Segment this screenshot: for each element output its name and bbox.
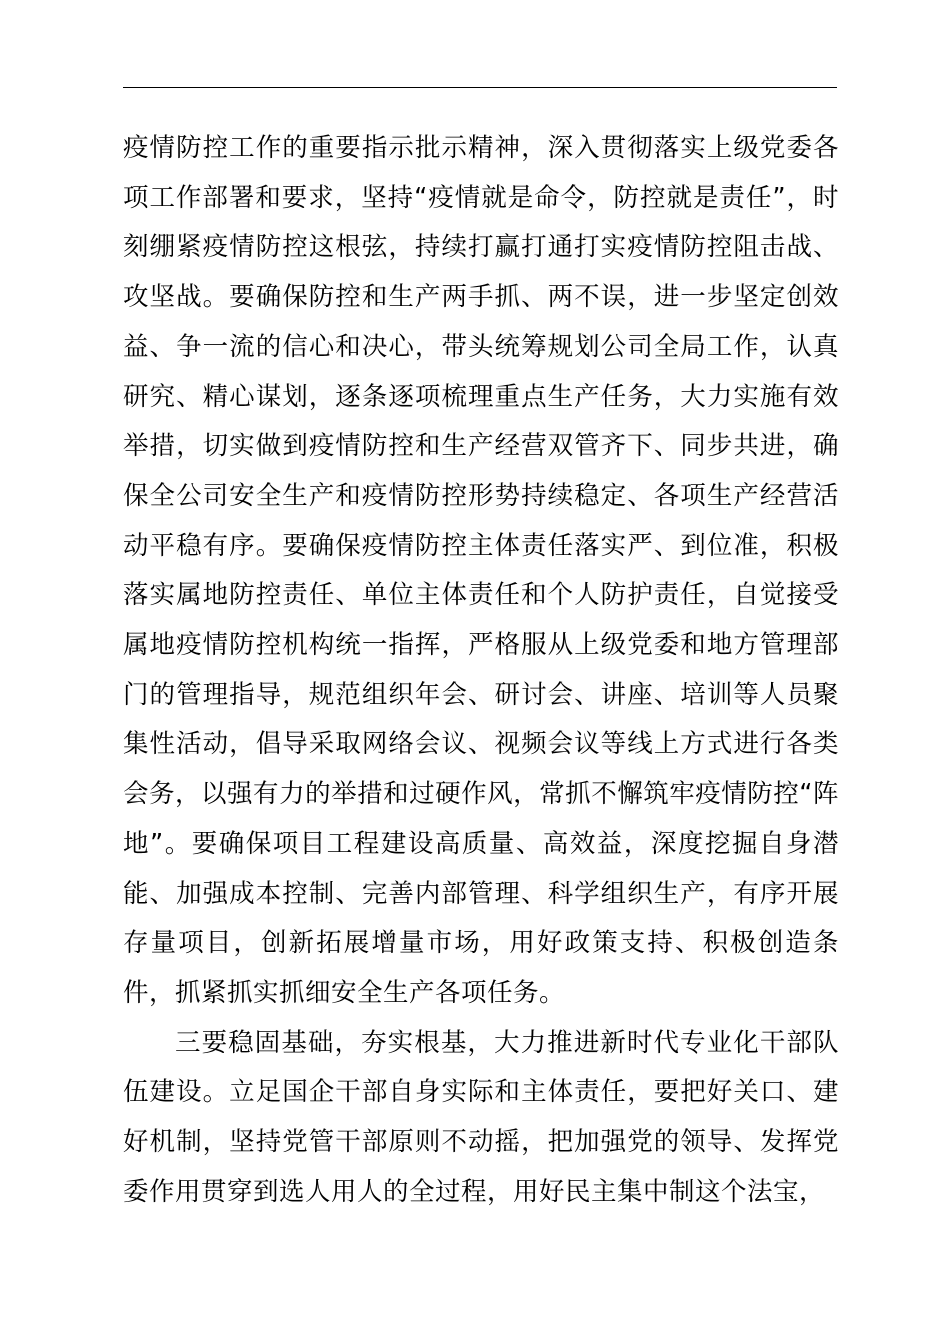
header-rule: [123, 87, 837, 88]
body-text: [123, 124, 839, 1217]
paragraph-section-three: 三要稳固基础，夯实根基，大力推进新时代专业化干部队伍建设。立足国企干部自身实际和主体责任，要把好关口、建好机制，坚持党管干部原则不动摇，把加强党的领导、发挥党委作用贯穿到选人用人的全过程，用好民主集中制这个法宝，: [123, 1027, 839, 1207]
paragraph-continuation: 疫情防控工作的重要指示批示精神，深入贯彻落实上级党委各项工作部署和要求，坚持“疫情就是命令，防控就是责任”，时刻绷紧疫情防控这根弦，持续打赢打通打实疫情防控阻击战、攻坚战。要确保防控和生产两手抓、两不误，进一步坚定创效益、争一流的信心和决心，带头统筹规划公司全局工作，认真研究、精心谋划，逐条逐项梳理重点生产任务，大力实施有效举措，切实做到疫情防控和生产经营双管齐下、同步共进，确保全公司安全生产和疫情防控形势持续稳定、各项生产经营活动平稳有序。要确保疫情防控主体责任落实严、到位准，积极落实属地防控责任、单位主体责任和个人防护责任，自觉接受属地疫情防控机构统一指挥，严格服从上级党委和地方管理部门的管理指导，规范组织年会、研讨会、讲座、培训等人员聚集性活动，倡导采取网络会议、视频会议等线上方式进行各类会务，以强有力的举措和过硬作风，常抓不懈筑牢疫情防控“阵地”。要确保项目工程建设高质量、高效益，深度挖掘自身潜能、加强成本控制、完善内部管理、科学组织生产，有序开展存量项目，创新拓展增量市场，用好政策支持、积极创造条件，抓紧抓实抓细安全生产各项任务。: [123, 133, 839, 1008]
